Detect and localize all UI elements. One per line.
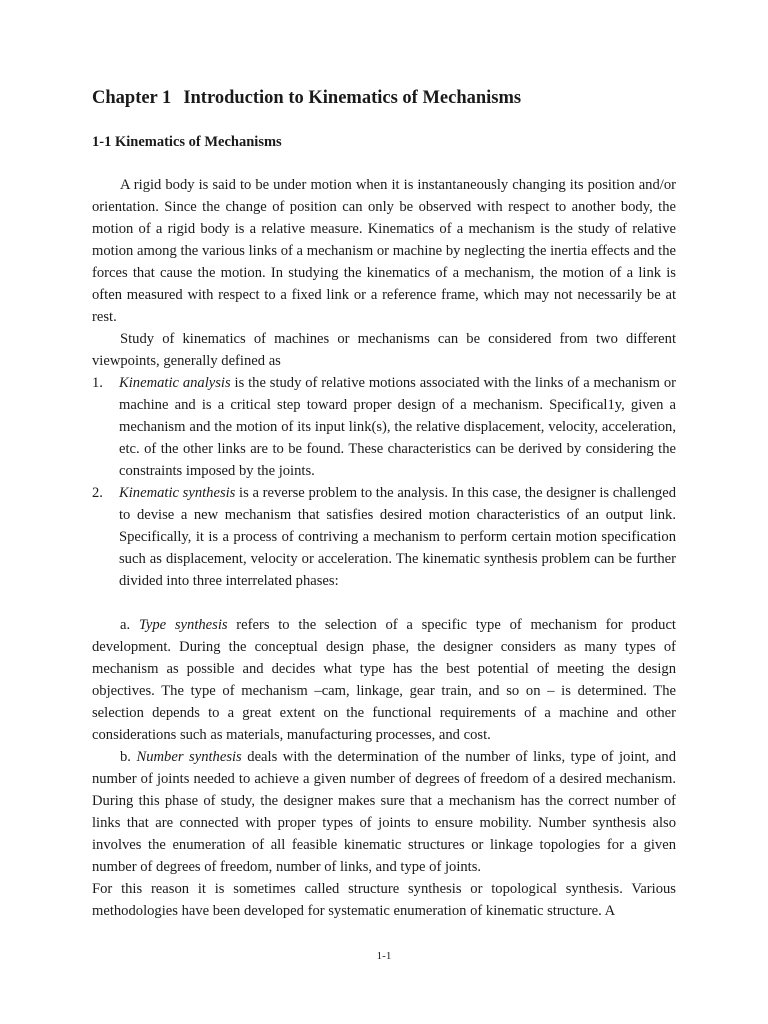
- paragraph-viewpoints: Study of kinematics of machines or mechanisms can be considered from two different viewpoints, generally defined as: [92, 331, 676, 369]
- paragraph-rigid-body: A rigid body is said to be under motion when it is instantaneously changing its position and/or orientation. Since the change of position can only be observed with respect to another body, the motion of a rigid body is a relative measure. Kinematics of a mechanism is the study of relative motion among the various links of a mechanism or machine by neglecting the inertia effects and the forces that cause the motion. In studying the kinematics of a mechanism, the motion of a link is often measured with respect to a fixed link or a reference frame, which may not necessarily be at rest.: [92, 177, 676, 325]
- phase-paragraph: [92, 746, 676, 878]
- phase-term: Number synthesis: [136, 749, 242, 765]
- list-item: [92, 482, 676, 592]
- phase-marker: a.: [120, 617, 139, 633]
- chapter-number: Chapter 1: [92, 88, 172, 108]
- body-text: [92, 174, 676, 922]
- phase-term: Type synthesis: [138, 617, 228, 633]
- section-title: 1-1 Kinematics of Mechanisms: [92, 134, 282, 150]
- chapter-title: [92, 88, 521, 109]
- list-text: is a reverse problem to the analysis. In this case, the designer is challenged to devise a new mechanism that satisfies desired motion characteristics of an output link. Specifically, it is a process of contriving a mechanism to perform certain motion specification such as displacement, velocity or acceleration. The kinematic synthesis problem can be further divided into three interrelated phases:: [119, 485, 676, 589]
- paragraph-closing: For this reason it is sometimes called structure synthesis or topological synthesis. Various methodologies have been developed for systematic enumeration of kinematic structure. A: [92, 881, 676, 919]
- page-number: 1-1: [376, 950, 392, 962]
- list-item: [92, 372, 676, 482]
- phase-text: refers to the selection of a specific type of mechanism for product development. During the conceptual design phase, the designer considers as many types of mechanism as possible and decides what type has the best potential of meeting the design objectives. The type of mechanism –cam, linkage, gear train, and so on – is determined. The selection depends to a great extent on the functional requirements of a machine and other considerations such as materials, manufacturing processes, and cost.: [92, 617, 676, 743]
- viewpoint-list: [92, 372, 676, 592]
- phase-text: deals with the determination of the number of links, type of joint, and number of joints needed to achieve a given number of degrees of freedom of a desired mechanism. During this phase of study, the designer makes sure that a mechanism has the correct number of links that are connected with proper types of joints to ensure mobility. Number synthesis also involves the enumeration of all feasible kinematic structures or linkage topologies for a given number of degrees of freedom, number of links, and type of joints.: [92, 749, 676, 875]
- list-term: Kinematic synthesis: [119, 485, 236, 501]
- list-marker: 2.: [92, 485, 103, 501]
- list-text: is the study of relative motions associated with the links of a mechanism or machine and is a critical step toward proper design of a mechanism. Specifical1y, given a mechanism and the motion of its input link(s), the relative displacement, velocity, acceleration, etc. of the other links are to be found. These characteristics can be derived by considering the constraints imposed by the joints.: [119, 375, 676, 479]
- paragraph-gap: [92, 592, 676, 614]
- phase-paragraph: [92, 614, 676, 746]
- chapter-title-text: Introduction to Kinematics of Mechanisms: [183, 88, 522, 108]
- list-term: Kinematic analysis: [119, 375, 231, 391]
- phase-marker: b.: [120, 749, 137, 765]
- list-marker: 1.: [92, 375, 103, 391]
